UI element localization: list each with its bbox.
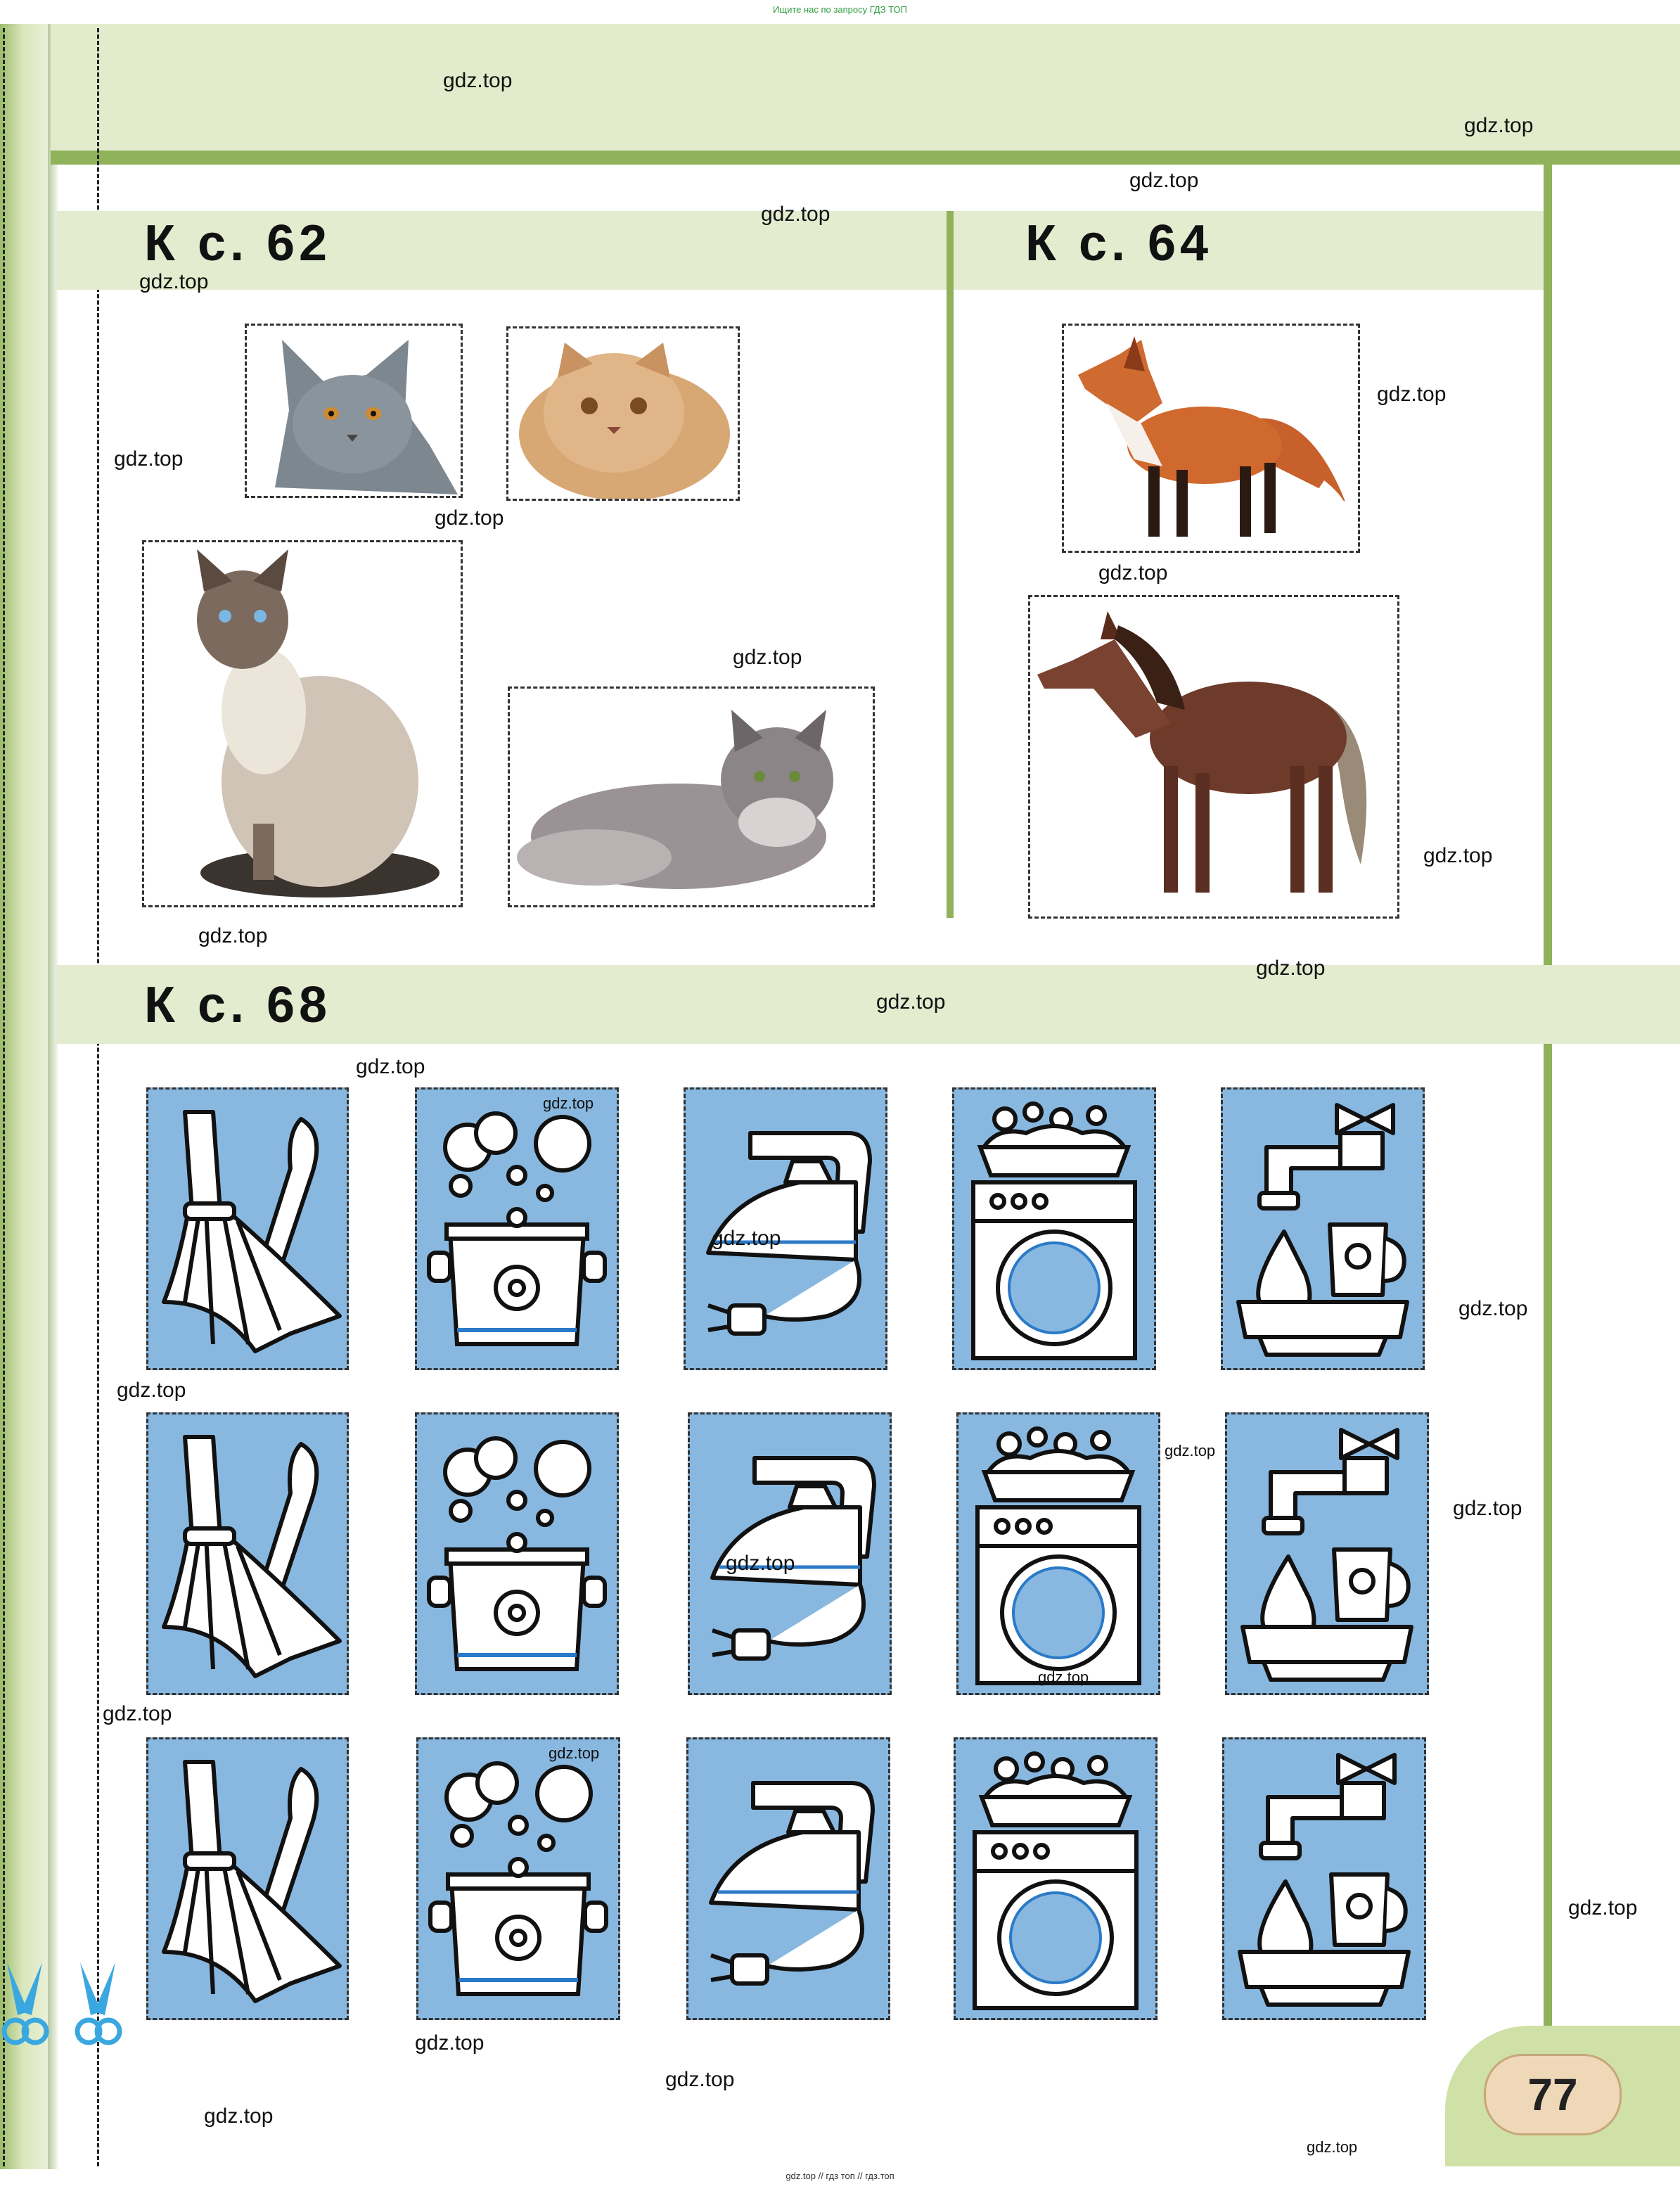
fluffy-cat-icon	[510, 689, 873, 905]
broom-dustpan-icon	[148, 1739, 347, 2018]
watermark: gdz.top	[204, 2104, 274, 2128]
watermark: gdz.top	[1453, 1497, 1522, 1520]
tap-water-icon	[1224, 1739, 1424, 2018]
fox-card[interactable]	[1062, 324, 1360, 553]
watermark: gdz.top	[435, 506, 504, 530]
section-divider	[947, 211, 954, 918]
page-number: 77	[1484, 2054, 1622, 2135]
washing-machine-icon	[958, 1414, 1158, 1693]
watermark: gdz.top	[103, 1702, 172, 1725]
siamese-cat-icon	[144, 542, 461, 905]
pot-tile[interactable]	[416, 1737, 620, 2020]
iron-icon	[688, 1739, 888, 2018]
tap-water-icon	[1223, 1090, 1423, 1368]
grey-cat-icon	[247, 326, 461, 496]
steaming-pot-icon	[417, 1414, 617, 1693]
watermark: gdz.top	[1307, 2138, 1358, 2156]
scissors-icon	[0, 1962, 49, 2047]
fox-icon	[1064, 326, 1358, 551]
watermark: gdz.top	[1129, 169, 1199, 192]
watermark: gdz.top	[1165, 1442, 1216, 1459]
watermark: gdz.top	[543, 1094, 594, 1112]
broom-tile[interactable]	[146, 1737, 349, 2020]
horse-card[interactable]	[1028, 595, 1399, 919]
tap-tile[interactable]	[1221, 1087, 1425, 1370]
watermark: gdz.top	[1377, 383, 1447, 406]
heading-page-62: К с. 62	[144, 215, 332, 272]
watermark: gdz.top	[876, 990, 946, 1014]
spine-shadow	[48, 24, 58, 2169]
watermark: gdz.top	[1038, 1668, 1089, 1686]
watermark: gdz.top	[733, 646, 802, 669]
scissors-icon	[73, 1962, 122, 2047]
watermark: gdz.top	[1423, 844, 1493, 867]
header-stripe	[51, 151, 1680, 165]
heading-page-68: К с. 68	[144, 977, 332, 1033]
cut-line-inner	[97, 28, 99, 2166]
watermark: gdz.top	[443, 69, 513, 92]
steaming-pot-icon	[417, 1090, 617, 1368]
watermark: gdz.top	[198, 924, 268, 947]
watermark: gdz.top	[356, 1055, 425, 1078]
top-note: Ищите нас по запросу ГДЗ ТОП	[773, 4, 907, 15]
watermark: gdz.top	[726, 1552, 795, 1575]
right-divider	[1544, 165, 1552, 2071]
fluffy-cat-card[interactable]	[508, 686, 875, 907]
washer-tile[interactable]	[952, 1087, 1156, 1370]
horse-icon	[1030, 597, 1397, 916]
watermark: gdz.top	[117, 1379, 186, 1402]
pot-tile[interactable]	[415, 1087, 619, 1370]
washer-tile[interactable]	[956, 1412, 1160, 1695]
watermark: gdz.top	[1458, 1297, 1528, 1320]
broom-dustpan-icon	[148, 1414, 347, 1693]
broom-dustpan-icon	[148, 1090, 347, 1368]
watermark: gdz.top	[1464, 114, 1534, 137]
broom-tile[interactable]	[146, 1087, 349, 1370]
siamese-cat-card[interactable]	[142, 540, 463, 907]
watermark: gdz.top	[1568, 1896, 1638, 1919]
header-band	[51, 24, 1680, 151]
washer-tile[interactable]	[954, 1737, 1158, 2020]
pot-tile[interactable]	[415, 1412, 619, 1695]
persian-cat-card[interactable]	[506, 326, 740, 501]
grey-cat-card[interactable]	[245, 324, 463, 498]
persian-cat-icon	[508, 328, 738, 499]
watermark: gdz.top	[1098, 561, 1168, 585]
watermark: gdz.top	[114, 447, 184, 471]
iron-tile[interactable]	[686, 1737, 890, 2020]
watermark: gdz.top	[665, 2068, 735, 2091]
washing-machine-icon	[956, 1739, 1155, 2018]
tap-tile[interactable]	[1225, 1412, 1429, 1695]
broom-tile[interactable]	[146, 1412, 349, 1695]
watermark: gdz.top	[1256, 957, 1326, 980]
tap-tile[interactable]	[1222, 1737, 1426, 2020]
steaming-pot-icon	[418, 1739, 618, 2018]
watermark: gdz.top	[139, 270, 209, 293]
cut-line-outer	[3, 28, 5, 2166]
watermark: gdz.top	[415, 2031, 485, 2055]
footer-note: gdz.top // гдз топ // гдз.топ	[786, 2171, 894, 2181]
watermark: gdz.top	[761, 203, 831, 226]
heading-page-64: К с. 64	[1025, 215, 1213, 272]
tap-water-icon	[1227, 1414, 1427, 1693]
washing-machine-icon	[954, 1090, 1154, 1368]
watermark: gdz.top	[549, 1744, 600, 1762]
watermark: gdz.top	[712, 1227, 781, 1250]
